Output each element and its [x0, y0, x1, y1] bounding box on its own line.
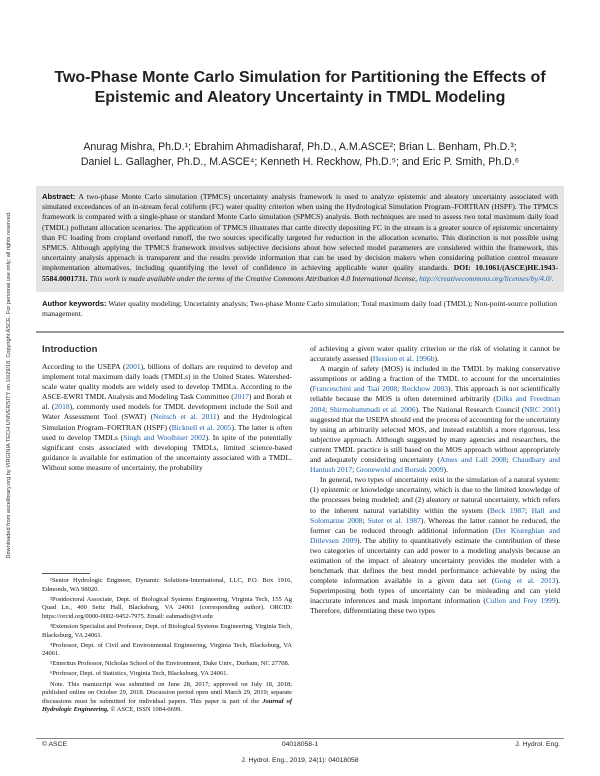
- author-line-1: Anurag Mishra, Ph.D.¹; Ebrahim Ahmadisharaf, Ph.D., A.M.ASCE²; Brian L. Benham, Ph.D.³;: [83, 141, 517, 153]
- intro-paragraph-2: A margin of safety (MOS) is included in the TMDL by making conservative assumptions or adding a fraction of the TMDL to account for the uncertainties (Franceschini and Tsai 2008; Reckhow 2003). This approach is not scientifically reliable because the MOS is often determined arbitrarily (Dilks and Freedman 2004; Shirmohammadi et al. 2006). The National Research Council (NRC 2001) suggested that the USEPA should end the process of accounting for the uncertainty by using an arbitrarily selected MOS, and instead establish a more rigorous, less subjective approach. Although suggested by many agencies and researchers, the current TMDL practice is still based on the MOS approach without appropriately and adequately considering uncertainty (Ames and Lall 2008; Chaudhary and Hantush 2017; Gronewold and Borsuk 2009).: [310, 364, 561, 475]
- author-line-2: Daniel L. Gallagher, Ph.D., M.ASCE⁴; Kenneth H. Reckhow, Ph.D.⁵; and Eric P. Smith, Ph.D.⁶: [80, 156, 520, 168]
- citation-link[interactable]: Neitsch et al. 2011: [153, 412, 217, 422]
- citation-link[interactable]: NRC 2001: [524, 404, 558, 414]
- issn: © ASCE, ISSN 1084-0699.: [110, 706, 183, 714]
- keywords-label: Author keywords:: [42, 299, 107, 308]
- intro-paragraph-3: In general, two types of uncertainty exist in the simulation of a natural system: (1) epistemic or knowledge uncertainty, which is due to the limited knowledge of the processes being modeled; and (2) aleatory or natural uncertainty, which refers to the inherent natural variability within the system (Beck 1987; Hall and Solomatine 2008; Suter et al. 1987). Whereas the latter cannot be reduced, the former can be reduced through additional information (Der Kiureghian and Ditlevsen 2009). The ability to quantitatively estimate the contribution of these two categories of uncertainty can add power to a modeling analysis because an estimation of the impact of aleatory uncertainty provides the modeler with a benchmark that defines the best model performance achievable by using the complete information available in a given data set (Gong et al. 2013). Superimposing both types of uncertainty can be misleading and can yield inaccurate inferences and mask important information (Cullen and Frey 1999). Therefore, differentiating these two types: [310, 475, 561, 616]
- footer-divider: [36, 738, 564, 739]
- intro-paragraph-1: According to the USEPA (2001), billions of dollars are required to develop and implement total maximum daily loads (TMDLs) in the United States. Watershed-scale water quality models are widely used to develop TMDLs. According to the ASCE-EWRI TMDL Analysis and Modeling Task Committee (2017) and Borah et al. (2018), commonly used models for TMDL development include the Soil and Water Assessment Tool (SWAT) (Neitsch et al. 2011) and the Hydrological Simulation Program–FORTRAN (HSPF) (Bicknell et al. 2005). The latter is often used to develop TMDLs (Singh and Woolhiser 2002). In spite of the potentially significant costs associated with developing TMDLs, limited science-based guidance is available for estimation of the uncertainty associated with a TMDL. Without some measure of uncertainty, the probability: [42, 362, 292, 472]
- paper-title: Two-Phase Monte Carlo Simulation for Partitioning the Effects of Epistemic and Aleatory Uncertainty in TMDL Modeling: [54, 69, 546, 106]
- download-notice: Downloaded from ascelibrary.org by VIRGINIA TECH UNIVERSITY on 10/29/18. Copyright ASCE. For personal use only; all rights reserved.: [6, 211, 12, 559]
- citation-link[interactable]: Franceschini and Tsai 2008: [312, 384, 398, 394]
- license-text: This work is made available under the terms of the Creative Commons Attribution 4.0 International license,: [89, 273, 418, 283]
- citation-link[interactable]: Gronewold and Borsuk 2009: [356, 465, 444, 475]
- citation-link[interactable]: 2001: [125, 362, 141, 371]
- footer-citation: J. Hydrol. Eng., 2019, 24(1): 04018058: [241, 757, 359, 764]
- footer-page-id: 04018058-1: [281, 741, 319, 748]
- citation-link[interactable]: 2017: [233, 392, 249, 402]
- author-list: [36, 140, 564, 170]
- license-link[interactable]: http://creativecommons.org/licenses/by/4.0/.: [418, 273, 554, 283]
- right-column-text: [310, 344, 560, 617]
- citation-link[interactable]: Beck 1987: [489, 505, 525, 515]
- footnote-1: ¹Senior Hydrologic Engineer, Dynamic Solutions-International, LLC, P.O. Box 1916, Edmonds, WA 98020.: [42, 577, 292, 593]
- keywords-text: Water quality modeling; Uncertainty analysis; Two-phase Monte Carlo simulation; Total maximum daily load (TMDL); Non-point-source pollution management.: [42, 299, 558, 319]
- journal-name: Journal of Hydrologic Engineering,: [42, 697, 293, 714]
- footnote-4: ⁴Professor, Dept. of Civil and Environmental Engineering, Virginia Tech, Blacksburg, VA 24061.: [42, 641, 292, 658]
- citation-link[interactable]: Hession et al. 1996b: [372, 354, 435, 364]
- citation-link[interactable]: Suter et al. 1987: [367, 515, 421, 525]
- author-keywords: [42, 299, 558, 319]
- footnote-5: ⁵Emeritus Professor, Nicholas School of the Environment, Duke Univ., Durham, NC 27708.: [50, 660, 290, 668]
- citation-link[interactable]: Bicknell et al. 2005: [171, 422, 232, 432]
- footnote-divider: [42, 573, 90, 574]
- citation-link[interactable]: Ames and Lall 2008: [439, 455, 507, 465]
- section-divider: [36, 331, 564, 333]
- citation-link[interactable]: Shirmohammadi et al. 2006: [329, 404, 416, 414]
- citation-link[interactable]: Gong et al. 2013: [494, 576, 556, 586]
- footnote-2: ²Postdoctoral Associate, Dept. of Biological Systems Engineering, Virginia Tech, 155 Ag Quad Ln., 400 Seitz Hall, Blacksburg, VA 24061 (corresponding author). ORCID: https://orcid.org/0000-0002-9452-7975. Email: eahmadis@vt.edu: [42, 595, 292, 620]
- footnote-6: ⁶Professor, Dept. of Statistics, Virginia Tech, Blacksburg, VA 24061.: [50, 670, 229, 678]
- left-column-text: [42, 362, 292, 473]
- abstract-body: A two-phase Monte Carlo simulation (TPMCS) uncertainty analysis framework is used to analyze epistemic and aleatory uncertainty associated with simulated exceedances of an in-stream fecal coliform (FC) water quality criterion when using the Hydrological Simulation Program–FORTRAN (HSPF). The TPMCS framework is compared with a single-phase or standard Monte Carlo simulation (SPMCS) analysis. Both techniques are used to assess two total maximum daily load (TMDL) pollutant allocation scenarios. The application of TPMCS illustrates that cattle directly depositing FC in the stream is a greater source of epistemic uncertainty than FC loading from cropland overland runoff, the two sources specifically targeted for reduction in the allocation scenario. This distinction is not possible using SPMCS. Although applying the TPMCS framework involves subjective decisions about how selected model parameters are considered within the framework, this uncertainty analysis approach is transparent and the results provide information that can be used by decision makers when considering pollution control measure implementation alternatives, including quantifying the level of confidence in achieving applicable water quality standards.: [42, 192, 559, 273]
- doi-link[interactable]: DOI: 10.1061/(ASCE)HE.1943-5584.0001731.: [42, 263, 558, 283]
- citation-link[interactable]: Cullen and Frey 1999: [485, 596, 556, 606]
- intro-paragraph-1-cont: of achieving a given water quality criterion or the risk of violating it cannot be accurately assessed (Hession et al. 1996b).: [310, 344, 560, 364]
- citation-link[interactable]: Hall and Solomatine 2008: [310, 505, 560, 525]
- citation-link[interactable]: Chaudhary and Hantush 2017: [310, 455, 560, 475]
- citation-link[interactable]: Der Kiureghian and Ditlevsen 2009: [310, 525, 560, 545]
- footer-copyright: © ASCE: [42, 741, 68, 748]
- citation-link[interactable]: Singh and Woolhiser 2002: [123, 432, 206, 442]
- footnote-3: ³Extension Specialist and Professor, Dept. of Biological Systems Engineering, Virginia Tech, Blacksburg, VA 24061.: [42, 622, 292, 639]
- submission-note: Note. This manuscript was submitted on June 28, 2017; approved on July 18, 2018; published online on October 29, 2018. Discussion period open until March 29, 2019; separate discussions must be submitted for individual papers. This paper is part of the Journal of Hydrologic Engineering, © ASCE, ISSN 1084-0699.: [42, 680, 293, 714]
- footnotes: [42, 577, 292, 716]
- citation-link[interactable]: Reckhow 2003: [401, 384, 449, 394]
- citation-link[interactable]: Dilks and Freedman 2004: [310, 394, 560, 414]
- footer-journal: J. Hydrol. Eng.: [515, 741, 560, 748]
- abstract: [42, 192, 558, 284]
- citation-link[interactable]: 2018: [54, 402, 70, 412]
- abstract-label: Abstract:: [42, 192, 76, 201]
- section-heading-introduction: Introduction: [42, 344, 98, 355]
